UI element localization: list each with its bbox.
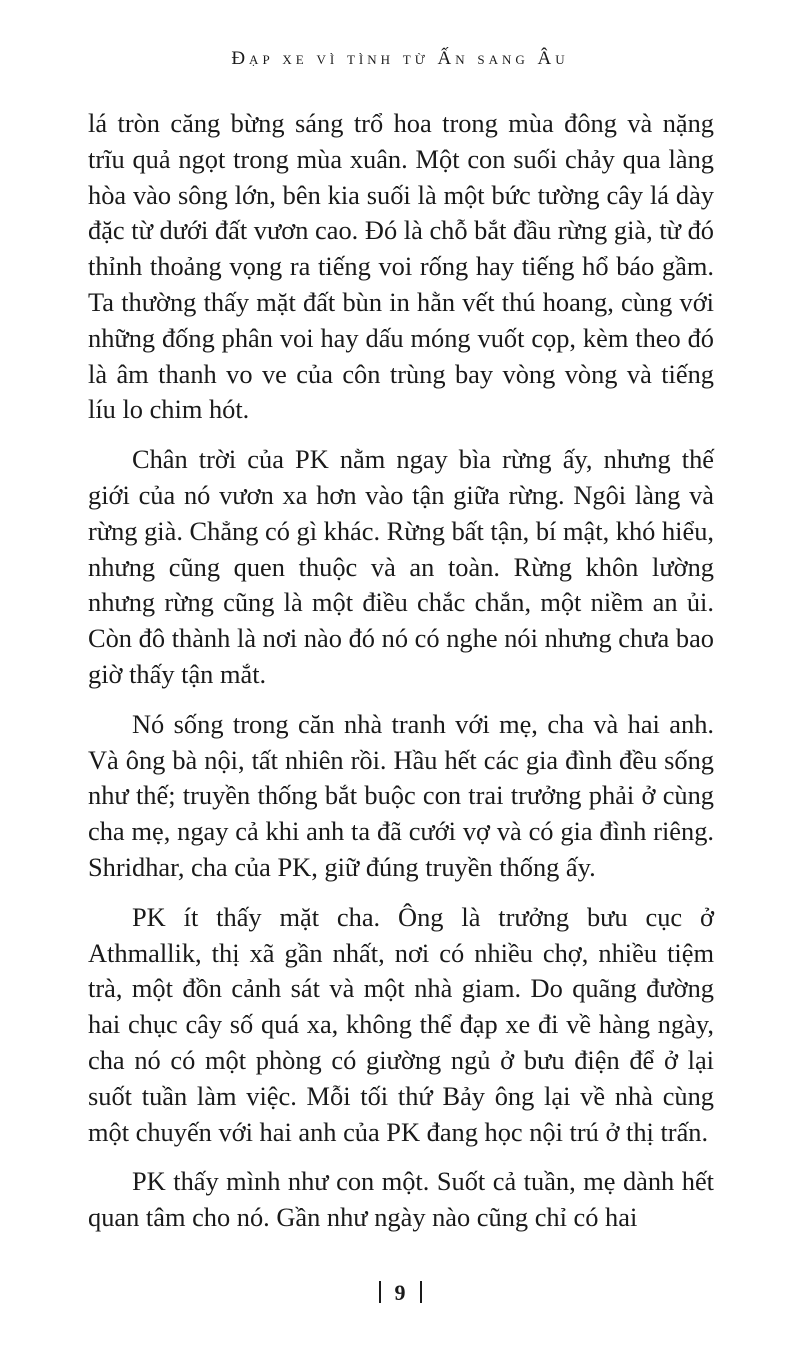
page-number-text: 9: [394, 1280, 406, 1305]
paragraph: PK ít thấy mặt cha. Ông là trưởng bưu cục ở Athmallik, thị xã gần nhất, nơi có nhiều chợ, nhiều tiệm trà, một đồn cảnh sát và một nhà giam. Do quãng đường hai chục cây số quá xa, không thể đạp xe đi về hàng ngày, cha nó có một phòng có giường ngủ ở bưu điện để ở lại suốt tuần làm việc. Mỗi tối thứ Bảy ông lại về nhà cùng một chuyến với hai anh của PK đang học nội trú ở thị trấn.: [88, 901, 714, 1147]
page-number: [0, 1280, 800, 1306]
paragraph: lá tròn căng bừng sáng trổ hoa trong mùa đông và nặng trĩu quả ngọt trong mùa xuân. Một con suối chảy qua làng hòa vào sông lớn, bên kia suối là một bức tường cây lá dày đặc từ dưới đất vươn cao. Đó là chỗ bắt đầu rừng già, từ đó thỉnh thoảng vọng ra tiếng voi rống hay tiếng hổ báo gầm. Ta thường thấy mặt đất bùn in hằn vết thú hoang, cùng với những đống phân voi hay dấu móng vuốt cọp, kèm theo đó là âm thanh vo ve của côn trùng bay vòng vòng và tiếng líu lo chim hót.: [88, 108, 714, 425]
running-header: Đạp xe vì tình từ Ấn sang Âu: [231, 48, 569, 69]
body-text: [88, 106, 714, 1250]
folio-bar-left: [379, 1281, 381, 1303]
folio-bar-right: [420, 1281, 422, 1303]
paragraph: Chân trời của PK nằm ngay bìa rừng ấy, nhưng thế giới của nó vươn xa hơn vào tận giữa rừng. Ngôi làng và rừng già. Chẳng có gì khác. Rừng bất tận, bí mật, khó hiểu, nhưng cũng quen thuộc và an toàn. Rừng khôn lường nhưng rừng cũng là một điều chắc chắn, một niềm an ủi. Còn đô thành là nơi nào đó nó có nghe nói nhưng chưa bao giờ thấy tận mắt.: [88, 444, 714, 689]
paragraph: PK thấy mình như con một. Suốt cả tuần, mẹ dành hết quan tâm cho nó. Gần như ngày nào cũng chỉ có hai: [88, 1166, 714, 1233]
paragraph: Nó sống trong căn nhà tranh với mẹ, cha và hai anh. Và ông bà nội, tất nhiên rồi. Hầu hết các gia đình đều sống như thế; truyền thống bắt buộc con trai trưởng phải ở cùng cha mẹ, ngay cả khi anh ta đã cưới vợ và có gia đình riêng. Shridhar, cha của PK, giữ đúng truyền thống ấy.: [88, 708, 714, 882]
